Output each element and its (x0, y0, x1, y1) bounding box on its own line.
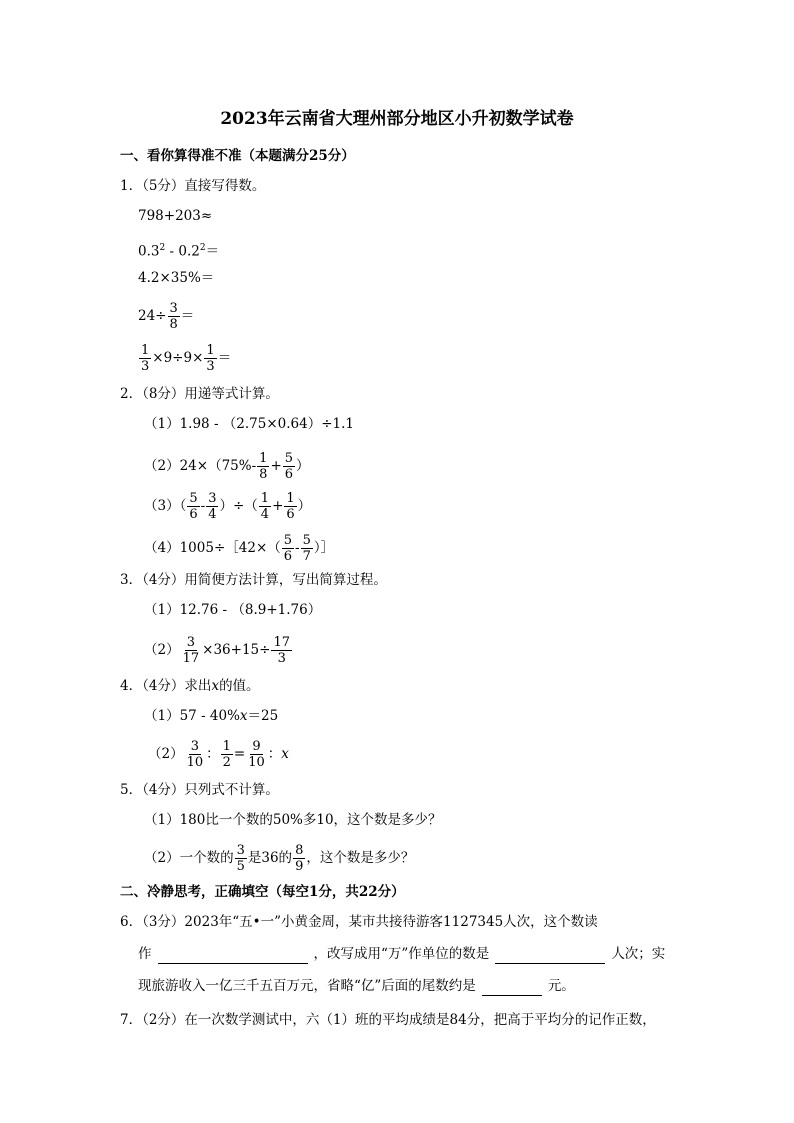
fraction: $\frac{5}{6}$ (284, 451, 294, 482)
q5-part-2: （2）一个数的 $\frac{3}{5}$ 是36的 $\frac{8}{9}$ ，这个数是多少？ (144, 843, 415, 874)
fraction: $\frac{3}{17}$ (182, 635, 200, 666)
q2-part-2: （2）24×（75%- $\frac{1}{8}$ + $\frac{5}{6}$ ） (144, 451, 310, 482)
q5-stem: 5．（4分）只列式不计算。 (120, 782, 279, 798)
section-two-heading: 二、冷静思考，正确填空（每空1分，共22分） (120, 884, 405, 900)
q1-stem: 1．（5分）直接写得数。 (120, 178, 266, 194)
q2-part-3: （3）（ $\frac{5}{6}$ - $\frac{3}{4}$ ）÷（ $\frac{1}{4}$ + $\frac{1}{6}$ ） (144, 491, 312, 522)
answer-blank[interactable] (158, 949, 308, 964)
q5-part-1: （1）180比一个数的50%多10，这个数是多少？ (144, 812, 442, 828)
fraction: $\frac{1}{8}$ (259, 451, 268, 482)
q6-line-2: 作 ，改写成用“万”作单位的数是 人次；实 (138, 946, 666, 962)
q7-line-1: 7．（2分）在一次数学测试中，六（1）班的平均成绩是84分，把高于平均分的记作正数， (120, 1012, 656, 1028)
fraction: $\frac{8}{9}$ (295, 843, 304, 874)
q3-stem: 3．（4分）用简便方法计算，写出简算过程。 (120, 572, 387, 588)
q1-item-b: $0.3^2 - 0.2^2=$ (138, 243, 220, 260)
q2-stem: 2．（8分）用递等式计算。 (120, 386, 279, 402)
fraction: $\frac{1}{4}$ (260, 491, 270, 522)
q6-line-3: 现旅游收入一亿三千五百万元，省略“亿”后面的尾数约是 元。 (138, 978, 575, 994)
q4-stem: 4．（4分）求出x的值。 (120, 678, 260, 694)
q3-part-2: （2） $\frac{3}{17}$ ×36+15÷ $\frac{17}{3}$ (144, 635, 290, 666)
q1-item-a: 798+203≈ (138, 208, 213, 224)
answer-blank[interactable] (482, 981, 542, 996)
fraction: $\frac{3}{4}$ (208, 491, 217, 522)
q2-part-4: （4）1005÷［42×（ $\frac{5}{6}$ - $\frac{5}{7}$ ）］ (144, 533, 335, 564)
fraction: $\frac{3}{5}$ (236, 843, 245, 874)
q3-part-1: （1）12.76 - （8.9+1.76） (144, 602, 322, 618)
fraction: $\frac{1}{3}$ (206, 343, 215, 374)
q4-part-1: （1）57 - 40%x＝25 (144, 708, 279, 724)
fraction: $\frac{5}{6}$ (283, 533, 293, 564)
answer-blank[interactable] (495, 949, 605, 964)
fraction: $\frac{17}{3}$ (273, 635, 290, 666)
fraction: $\frac{5}{7}$ (302, 533, 311, 564)
q1-item-e: $\frac{1}{3}$ ×9÷9× $\frac{1}{3}$ ＝ (141, 343, 232, 374)
q4-part-2: （2） $\frac{3}{10}$ ： $\frac{1}{2}$ = $\frac{9}{10}$ ：x (148, 739, 289, 770)
fraction: $\frac{1}{6}$ (286, 491, 295, 522)
fraction: $\frac{9}{10}$ (248, 739, 265, 770)
fraction: $\frac{1}{2}$ (222, 739, 231, 770)
section-one-heading: 一、看你算得准不准（本题满分25分） (120, 148, 355, 164)
q1-item-c: 4.2×35%＝ (138, 270, 215, 286)
fraction: $\frac{3}{10}$ (186, 739, 204, 770)
fraction: $\frac{3}{8}$ (169, 301, 178, 332)
q2-part-1: （1）1.98 - （2.75×0.64）÷1.1 (144, 416, 355, 432)
exam-title: 2023年云南省大理州部分地区小升初数学试卷 (220, 109, 574, 129)
fraction: $\frac{5}{6}$ (189, 491, 198, 522)
q6-line-1: 6．（3分）2023年“五•一”小黄金周，某市共接待游客1127345人次，这个数读 (120, 914, 598, 930)
fraction: $\frac{1}{3}$ (141, 343, 150, 374)
q1-item-d: 24÷ $\frac{3}{8}$ ＝ (138, 301, 195, 332)
